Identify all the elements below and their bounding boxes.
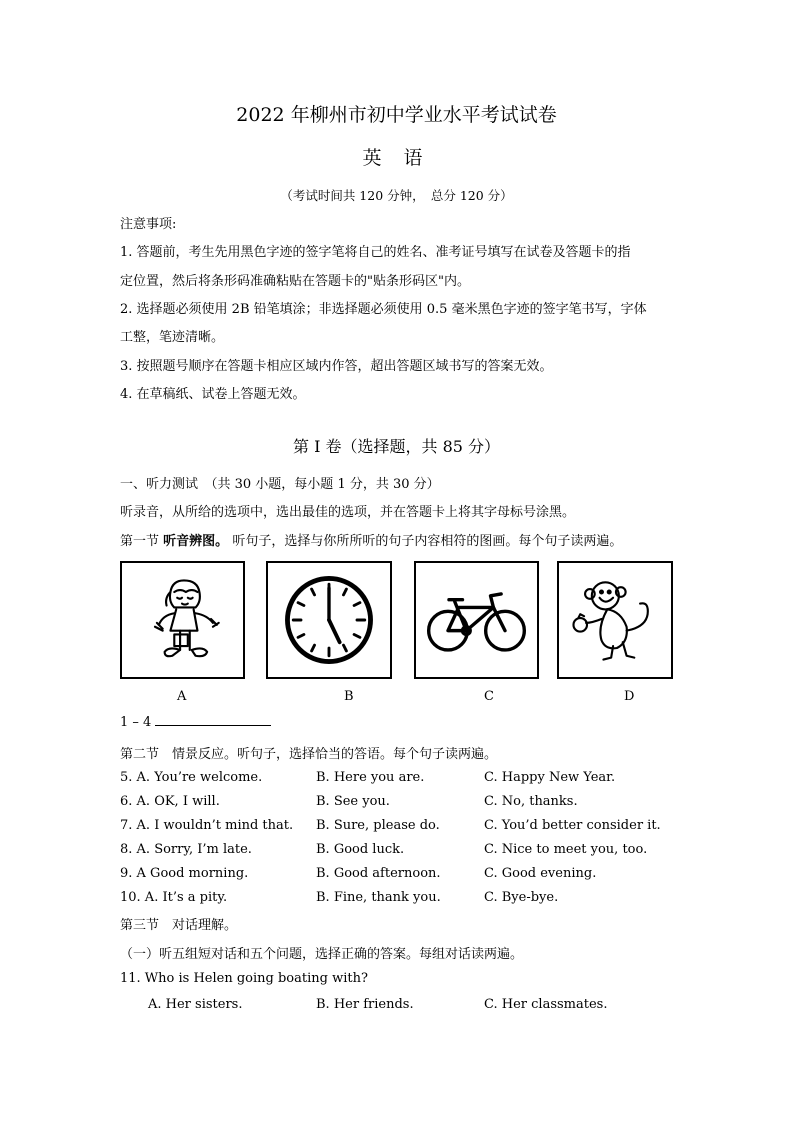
- note-line: 2. 选择题必须使用 2B 铅笔填涂；非选择题必须使用 0.5 毫米黑色字迹的签字笔书写，字体: [120, 302, 647, 317]
- picture-c: [414, 561, 539, 679]
- section1-prefix: 第一节: [120, 534, 160, 549]
- picture-label: C: [484, 689, 494, 704]
- note-line: 工整，笔迹清晰。: [120, 330, 225, 345]
- option-c: C. Happy New Year.: [484, 770, 616, 785]
- listening-instruction: 听录音，从所给的选项中，选出最佳的选项，并在答题卡上将其字母标号涂黑。: [120, 505, 576, 520]
- note-line: 定位置，然后将条形码准确粘贴在答题卡的"贴条形码区"内。: [120, 274, 470, 289]
- option-c: C. Good evening.: [484, 866, 597, 881]
- option-b: B. Here you are.: [316, 770, 425, 785]
- option-c: C. No, thanks.: [484, 794, 578, 809]
- exam-title: 2022 年柳州市初中学业水平考试试卷: [236, 104, 557, 126]
- option-c: C. You’d better consider it.: [484, 818, 661, 833]
- option-b: B. Good afternoon.: [316, 866, 441, 881]
- option-a: 6. A. OK, I will.: [120, 794, 220, 809]
- section1-bold: 听音辨图。: [163, 534, 229, 549]
- picture-label: B: [344, 689, 354, 704]
- option-b: B. Fine, thank you.: [316, 890, 441, 905]
- note-line: 4. 在草稿纸、试卷上答题无效。: [120, 387, 306, 402]
- option-b: B. See you.: [316, 794, 390, 809]
- monkey-icon: [559, 563, 671, 677]
- answer-blank[interactable]: [155, 714, 271, 726]
- part1-heading: 第 I 卷（选择题，共 85 分）: [292, 437, 501, 456]
- section3-subheading: （一）听五组短对话和五个问题，选择正确的答案。每组对话读两遍。: [120, 947, 524, 962]
- answer-line: [120, 714, 271, 730]
- option-a: 7. A. I wouldn’t mind that.: [120, 818, 294, 833]
- listening-title: 一、听力测试 （共 30 小题，每小题 1 分，共 30 分）: [120, 477, 440, 492]
- notes-heading: 注意事项:: [120, 217, 177, 232]
- picture-label: D: [624, 689, 635, 704]
- section1-rest: 听句子，选择与你所所听的句子内容相符的图画。每个句子读两遍。: [232, 534, 623, 549]
- option-c: C. Her classmates.: [484, 997, 608, 1012]
- option-a: 10. A. It’s a pity.: [120, 890, 228, 905]
- time-info: （考试时间共 120 分钟， 总分 120 分）: [280, 188, 513, 203]
- option-a: 8. A. Sorry, I’m late.: [120, 842, 252, 857]
- note-line: 3. 按照题号顺序在答题卡相应区域内作答，超出答题区域书写的答案无效。: [120, 359, 553, 374]
- option-a: 5. A. You’re welcome.: [120, 770, 263, 785]
- option-b: B. Good luck.: [316, 842, 405, 857]
- clock-icon: [268, 563, 390, 677]
- option-a: 9. A Good morning.: [120, 866, 249, 881]
- note-line: 1. 答题前，考生先用黑色字迹的签字笔将自己的姓名、准考证号填写在试卷及答题卡的指: [120, 245, 631, 260]
- subject-title: 英 语: [362, 147, 431, 169]
- option-b: B. Her friends.: [316, 997, 414, 1012]
- section1-heading: [120, 530, 622, 549]
- picture-label: A: [177, 689, 187, 704]
- section3-heading: 第三节 对话理解。: [120, 918, 238, 933]
- bicycle-icon: [416, 563, 537, 677]
- question-11: 11. Who is Helen going boating with?: [120, 971, 368, 986]
- option-b: B. Sure, please do.: [316, 818, 440, 833]
- option-c: C. Nice to meet you, too.: [484, 842, 648, 857]
- section2-heading: 第二节 情景反应。听句子，选择恰当的答语。每个句子读两遍。: [120, 747, 498, 762]
- girl-with-bag-icon: [122, 563, 243, 677]
- picture-d: [557, 561, 673, 679]
- option-a: A. Her sisters.: [148, 997, 243, 1012]
- option-c: C. Bye-bye.: [484, 890, 559, 905]
- picture-b: [266, 561, 392, 679]
- answer-line-label: 1 – 4: [120, 715, 152, 730]
- picture-a: [120, 561, 245, 679]
